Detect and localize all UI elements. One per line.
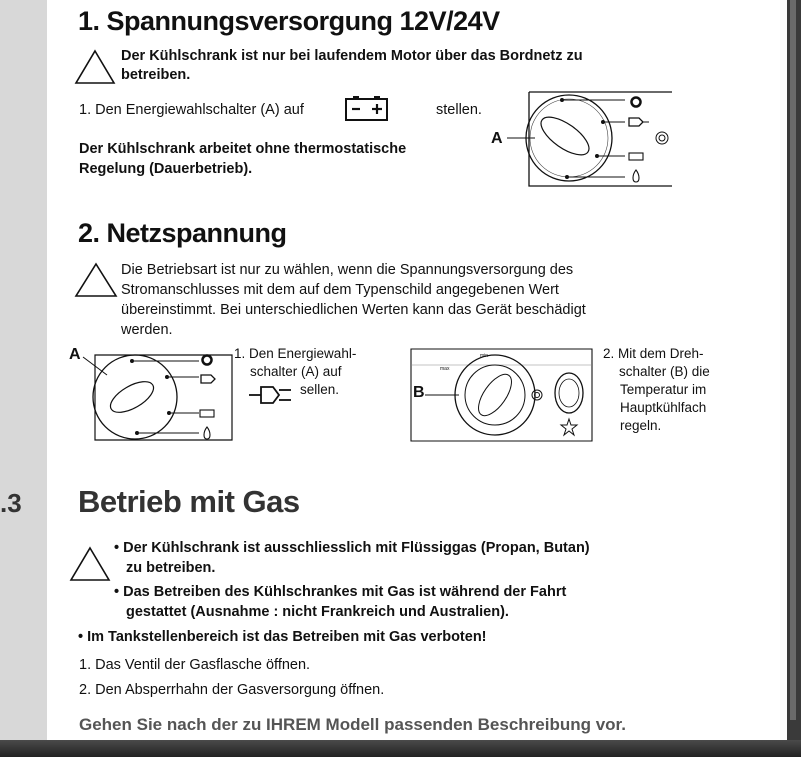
- diagram2-label-b: B: [413, 384, 425, 401]
- section2-step2-line5: regeln.: [620, 418, 662, 433]
- section3-footer: Gehen Sie nach der zu IHREM Modell passenden Beschreibung vor.: [79, 715, 626, 734]
- section-number: .3: [0, 488, 22, 518]
- section2-step1-line1: 1. Den Energiewahl-: [234, 346, 357, 361]
- section1-heading: 1. Spannungsversorgung 12V/24V: [78, 6, 500, 36]
- energy-selector-diagram: [507, 90, 677, 190]
- section3-bullet1-line2: zu betreiben.: [126, 560, 216, 576]
- section3-bullet1-line1: • Der Kühlschrank ist ausschliesslich mit Flüssiggas (Propan, Butan): [114, 540, 590, 556]
- section2-step2-line2: schalter (B) die: [619, 364, 710, 379]
- diagram1-label-a: A: [491, 130, 503, 147]
- battery-icon: [344, 94, 390, 124]
- section3-bullet3: • Im Tankstellenbereich ist das Betreiben mit Gas verboten!: [78, 629, 487, 645]
- left-gutter: [0, 0, 47, 757]
- section1-note-line1: Der Kühlschrank arbeitet ohne thermostatische: [79, 141, 407, 157]
- section2-step1-line2: schalter (A) auf: [250, 364, 342, 379]
- section2-heading: 2. Netzspannung: [78, 218, 287, 248]
- section2-warning-line1: Die Betriebsart ist nur zu wählen, wenn die Spannungsversorgung des: [121, 262, 574, 278]
- warning-triangle-icon: [74, 262, 118, 298]
- mains-plug-icon: [247, 377, 293, 413]
- section2-step2-line1: 2. Mit dem Dreh-: [603, 346, 704, 361]
- dial-min-label: min: [480, 353, 489, 359]
- section1-warning-line1: Der Kühlschrank ist nur bei laufendem Motor über das Bordnetz zu: [121, 48, 583, 64]
- section3-bullet2-line1: • Das Betreiben des Kühlschrankes mit Gas ist während der Fahrt: [114, 584, 567, 600]
- section1-note-line2: Regelung (Dauerbetrieb).: [79, 161, 253, 177]
- section3-heading: Betrieb mit Gas: [78, 484, 300, 519]
- section2-step2-line3: Temperatur im: [620, 382, 707, 397]
- section3-step1: 1. Das Ventil der Gasflasche öffnen.: [79, 657, 311, 673]
- warning-triangle-icon: [69, 546, 111, 582]
- section1-warning-line2: betreiben.: [121, 67, 191, 83]
- section1-step1-text: 1. Den Energiewahlschalter (A) auf: [79, 102, 304, 118]
- vertical-scrollbar[interactable]: [787, 0, 801, 757]
- section2-step1-line3: sellen.: [300, 382, 340, 397]
- document-page: [47, 0, 787, 757]
- thermostat-diagram: [409, 345, 594, 445]
- section2-warning-line4: werden.: [121, 322, 173, 338]
- dial-max-label: max: [440, 366, 450, 372]
- section3-bullet2-line2: gestattet (Ausnahme : nicht Frankreich und Australien).: [126, 604, 509, 620]
- energy-selector-diagram-mains: [77, 345, 237, 445]
- section3-step2: 2. Den Absperrhahn der Gasversorgung öffnen.: [79, 682, 385, 698]
- section2-warning-line3: übereinstimmt. Bei unterschiedlichen Werten kann das Gerät beschädigt: [121, 302, 586, 318]
- section1-step1-suffix: stellen.: [436, 102, 482, 118]
- section2-warning-line2: Stromanschlusses mit dem auf dem Typenschild angegebenen Wert: [121, 282, 559, 298]
- warning-triangle-icon: [74, 49, 116, 85]
- bottom-toolbar: [0, 740, 801, 757]
- section2-step2-line4: Hauptkühlfach: [620, 400, 707, 415]
- scrollbar-thumb[interactable]: [790, 0, 796, 720]
- diagram2-label-a: A: [69, 346, 81, 363]
